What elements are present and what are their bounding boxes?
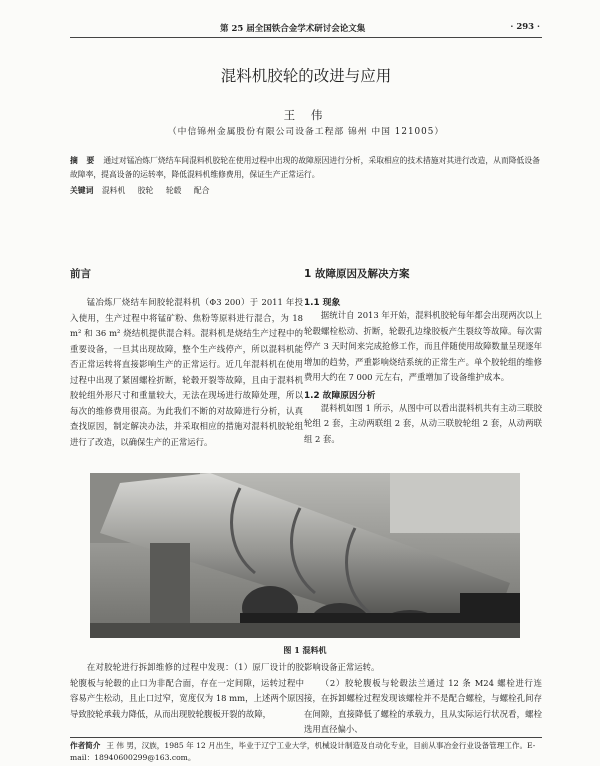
article-title: 混料机胶轮的改进与应用 <box>220 67 392 85</box>
after-figure-left <box>70 660 304 722</box>
right-column <box>304 266 542 447</box>
author-footnote <box>70 740 542 764</box>
mixer-photo-illustration <box>90 473 520 638</box>
keyword: 配合 <box>193 186 210 195</box>
section-heading-preface: 前言 <box>70 268 91 280</box>
subsection-heading-1-1: 1.1 现象 <box>304 298 341 308</box>
keyword: 轮毂 <box>165 186 182 195</box>
running-header <box>70 20 540 36</box>
article-author: 王 伟 <box>283 108 329 122</box>
keywords-label: 关键词 <box>70 186 94 195</box>
abstract-text: 通过对锰冶炼厂烧结车间混料机胶轮在使用过程中出现的故障原因进行分析，采取相应的技术措施对其进行改造，从而降低设备故障率，提高设备的运转率，降低混料机维修费用，保证生产正常运行。 <box>70 156 540 179</box>
keyword: 胶轮 <box>137 186 154 195</box>
after-figure-right <box>304 660 542 738</box>
keyword: 混料机 <box>101 186 126 195</box>
footnote-label: 作者简介 <box>70 741 101 750</box>
preface-paragraph: 锰冶炼厂烧结车间胶轮混料机（Φ3 200）于 2011 年投入使用，生产过程中将锰矿粉、焦粉等原料进行混合，为 18 m² 和 36 m² 烧结机提供混合料。混料机是烧结生产过程中的重要设备，一旦其出现故障，整个生产线停产，所以混料机能否正常运转将直接影响生产的正常运行。近几年混料机在使用过程中出现了紧固螺栓折断，轮毂开裂等故障，且由于混料机胶轮组外形尺寸和重量较大，无法在现场进行故障处理，所以每次的维修费用很高。为此我们不断的对故障进行分析，认真查找原因，制定解决办法，并采取相应的措施对混料机胶轮组进行了改造，以确保生产的正常运行。 <box>70 297 303 447</box>
footnote-text: 王 伟 男，汉族，1985 年 12 月出生，毕业于辽宁工业大学，机械设计制造及自动化专业，目前从事冶金行业设备管理工作。E-mail：18940600299@163.com。 <box>70 741 536 762</box>
keywords <box>70 185 540 196</box>
left-column <box>70 266 303 450</box>
page-number: · 293 · <box>510 22 540 32</box>
after-figure-right-paragraph: （2）胶轮腹板与轮毂法兰通过 12 条 M24 螺栓进行连接，在拆卸螺栓过程发现该螺栓并不是配合螺栓，与螺栓孔间存在间隙，直接降低了螺栓的承载力，且从实际运行状况看，螺栓选用直径偏小、 <box>304 677 542 734</box>
after-figure-left-paragraph: 在对胶轮进行拆卸维修的过程中发现：（1）原厂设计的胶轮腹板与轮毂的止口为非配合面，存在一定间隙，运转过程中容易产生松动，且止口过窄，宽度仅为 18 mm，上述两个原因导致胶轮承载力降低，从而出现胶轮腹板开裂的故障， <box>70 662 304 719</box>
subsection-1-2-paragraph: 混料机如图 1 所示，从图中可以看出混料机共有主动三联胶轮组 2 套，主动两联组 2 套，从动三联胶轮组 2 套，从动两联组 2 套。 <box>304 402 542 444</box>
after-figure-right-continuation: 影响设备正常运转。 <box>304 662 380 672</box>
header-rule <box>70 37 542 38</box>
abstract-label: 摘 要 <box>70 156 98 165</box>
author-affiliation: （中信锦州金属股份有限公司设备工程部 锦州 中国 121005） <box>167 127 445 137</box>
footnote-rule <box>70 737 542 738</box>
section-heading-1: 1 故障原因及解决方案 <box>304 268 410 280</box>
abstract <box>70 154 540 182</box>
subsection-1-1-paragraph: 据统计自 2013 年开始，混料机胶轮每年都会出现两次以上轮毂螺栓松动、折断，轮毂孔边缘胶板产生裂纹等故障。每次需停产 3 天时间来完成抢修工作，而且伴随使用故障数量呈现逐年增加的趋势，严重影响烧结系统的正常生产。单个胶轮组的维修费用大约在 7 000 元左右，严重增加了设备维护成本。 <box>304 310 542 382</box>
figure-caption: 图 1 混料机 <box>283 645 327 655</box>
subsection-heading-1-2: 1.2 故障原因分析 <box>304 390 376 401</box>
conference-name: 第 25 届全国铁合金学术研讨会论文集 <box>220 24 366 34</box>
figure-mixer-photo <box>90 473 520 638</box>
